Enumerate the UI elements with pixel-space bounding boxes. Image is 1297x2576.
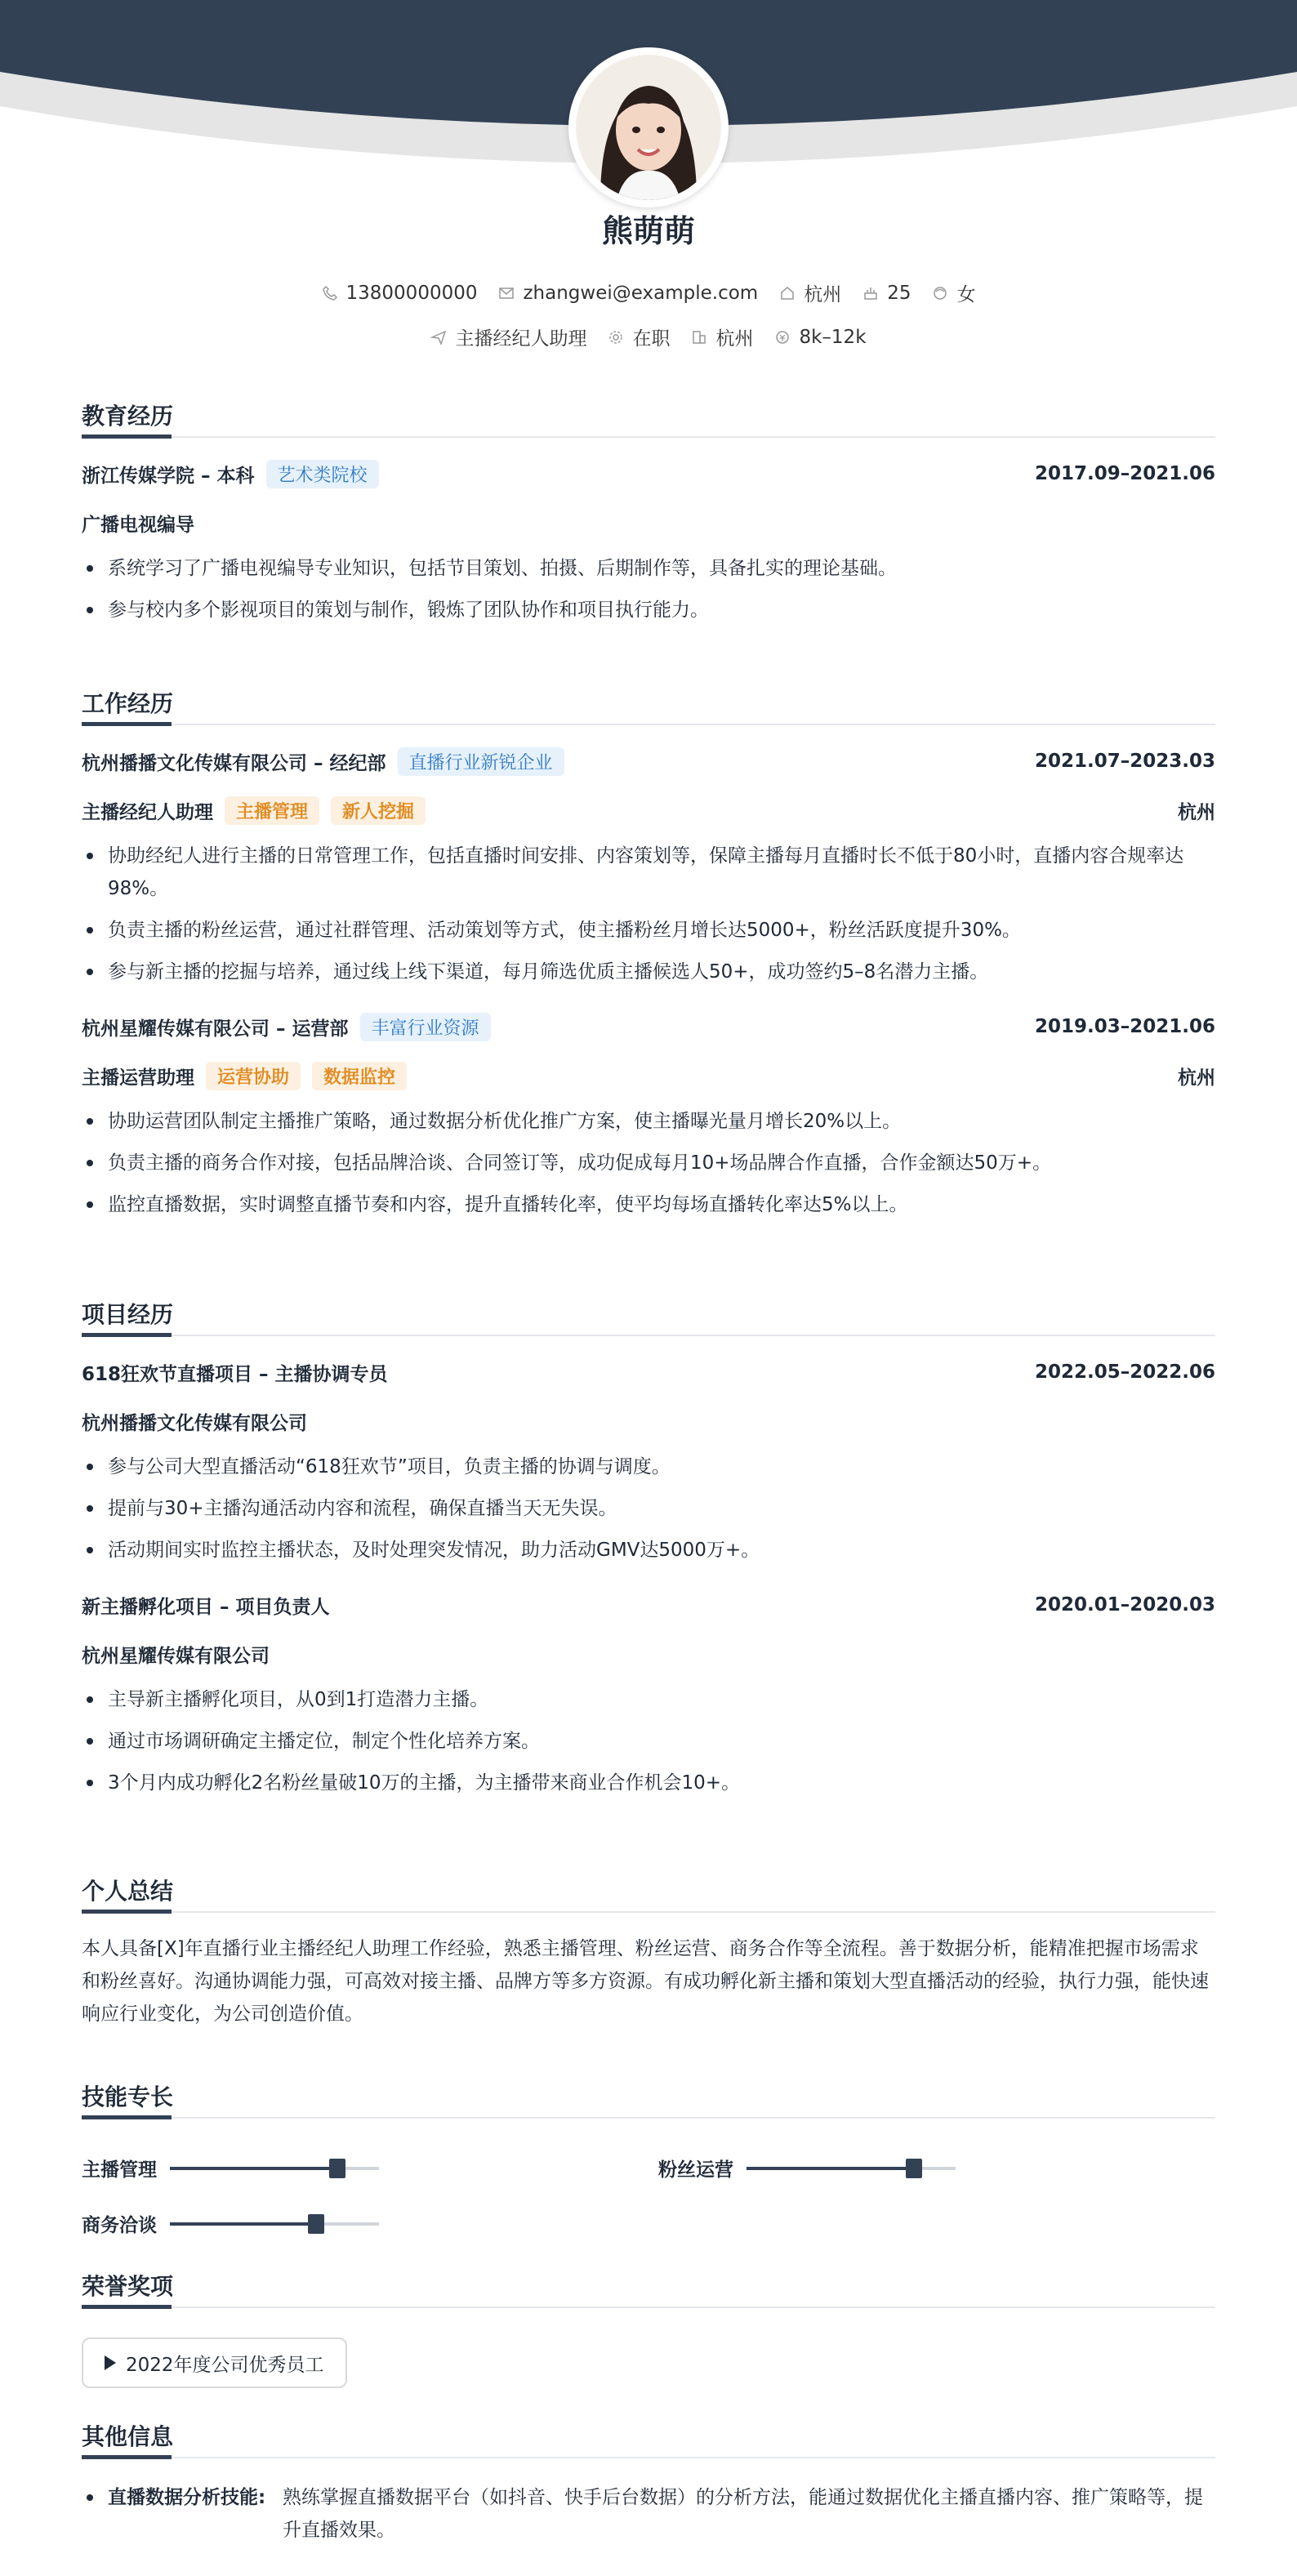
skill-bar — [170, 2222, 379, 2226]
major-line — [82, 498, 1215, 547]
skill-name: 主播管理 — [82, 2159, 157, 2181]
phone-info — [322, 283, 478, 304]
education-header — [82, 449, 1215, 498]
target-city-info — [691, 323, 753, 350]
projects-section — [82, 1300, 1215, 1808]
job-target-info — [430, 323, 586, 350]
status-text: 在职 — [632, 328, 671, 350]
project-company: 杭州星耀传媒有限公司 — [82, 1645, 270, 1667]
cake-icon — [862, 285, 879, 301]
section-title: 教育经历 — [82, 402, 1215, 438]
salary-text: 8k–12k — [799, 326, 867, 348]
project-header — [82, 1348, 1215, 1397]
role-tag: 运营协助 — [206, 1062, 301, 1090]
avatar-photo — [576, 55, 721, 200]
company-tag: 丰富行业资源 — [360, 1013, 491, 1041]
phone-text: 13800000000 — [345, 282, 478, 304]
list-item: 协助运营团队制定主播推广策略，通过数据分析优化推广方案，使主播曝光量月增长20%以上。 — [82, 1105, 1215, 1138]
section-title: 其他信息 — [82, 2422, 1215, 2458]
role-line — [82, 1051, 1215, 1100]
age-text: 25 — [887, 282, 911, 304]
list-item: 提前与30+主播沟通活动内容和流程，确保直播当天无失误。 — [82, 1492, 1215, 1525]
list-item: 协助经纪人进行主播的日常管理工作，包括直播时间安排、内容策划等，保障主播每月直播时长不低于80小时，直播内容合规率达98%。 — [82, 840, 1215, 905]
target-city-text: 杭州 — [715, 328, 754, 350]
salary-info — [774, 327, 866, 348]
age-info — [862, 283, 911, 304]
company-tag: 直播行业新锐企业 — [398, 747, 564, 776]
triangle-icon — [105, 2355, 116, 2370]
profile-name: 熊萌萌 — [601, 213, 695, 249]
list-item: 监控直播数据，实时调整直播节奏和内容，提升直播转化率，使平均每场直播转化率达5%以上。 — [82, 1188, 1215, 1221]
list-item: 负责主播的商务合作对接，包括品牌洽谈、合同签订等，成功促成每月10+场品牌合作直播，合作金额达50万+。 — [82, 1147, 1215, 1179]
award-text: 2022年度公司优秀员工 — [126, 2354, 324, 2376]
summary-section — [82, 1877, 1215, 2030]
company-name: 杭州播播文化传媒有限公司 – 经纪部 — [82, 752, 386, 774]
building-icon — [691, 329, 707, 345]
work-header — [82, 737, 1215, 786]
major-name: 广播电视编导 — [82, 514, 194, 536]
education-date: 2017.09–2021.06 — [1034, 463, 1215, 484]
gender-info — [932, 279, 975, 306]
other-item — [82, 2481, 1215, 2547]
work-header — [82, 1002, 1215, 1051]
city-text: 杭州 — [804, 284, 842, 305]
project-bullets — [82, 1683, 1215, 1799]
avatar — [568, 47, 729, 207]
role-tag: 数据监控 — [312, 1062, 407, 1090]
list-item: 参与新主播的挖掘与培养，通过线上线下渠道，每月筛选优质主播候选人50+，成功签约5–8名潜力主播。 — [82, 956, 1215, 988]
contact-info-row — [0, 279, 1297, 306]
list-item: 3个月内成功孵化2名粉丝量破10万的主播，为主播带来商业合作机会10+。 — [82, 1767, 1215, 1799]
education-bullets — [82, 552, 1215, 626]
section-title: 个人总结 — [82, 1877, 1215, 1913]
list-item: 负责主播的粉丝运营，通过社群管理、活动策划等方式，使主播粉丝月增长达5000+，粉丝活跃度提升30%。 — [82, 914, 1215, 947]
job-target-text: 主播经纪人助理 — [455, 328, 587, 350]
mail-icon — [498, 285, 515, 301]
skill-bar — [170, 2167, 379, 2170]
skill-item — [658, 2155, 956, 2182]
skill-name: 商务洽谈 — [82, 2215, 157, 2236]
school-tag: 艺术类院校 — [266, 460, 379, 488]
role-name: 主播运营助理 — [82, 1067, 194, 1089]
work-bullets — [82, 1105, 1215, 1221]
other-value: 熟练掌握直播数据平台（如抖音、快手后台数据）的分析方法，能通过数据优化主播直播内容、推广策略等，提升直播效果。 — [283, 2487, 1203, 2541]
section-title: 技能专长 — [82, 2083, 1215, 2119]
project-company-line — [82, 1397, 1215, 1446]
school-name: 浙江传媒学院 – 本科 — [82, 465, 255, 487]
skills-section — [82, 2083, 1215, 2246]
list-item: 参与公司大型直播活动“618狂欢节”项目，负责主播的协调与调度。 — [82, 1451, 1215, 1483]
skill-bar — [747, 2167, 956, 2170]
role-tag: 主播管理 — [225, 796, 319, 825]
education-section — [82, 402, 1215, 635]
gear-icon — [608, 329, 624, 345]
gender-text: 女 — [956, 284, 976, 305]
section-title: 项目经历 — [82, 1300, 1215, 1336]
company-name: 杭州星耀传媒有限公司 – 运营部 — [82, 1018, 349, 1040]
role-line — [82, 786, 1215, 835]
other-key: 直播数据分析技能: — [108, 2487, 266, 2508]
money-icon — [774, 329, 791, 345]
summary-text: 本人具备[X]年直播行业主播经纪人助理工作经验，熟悉主播管理、粉丝运营、商务合作等全流程。善于数据分析，能精准把握市场需求和粉丝喜好。沟通协调能力强，可高效对接主播、品牌方等多方资源。有成功孵化新主播和策划大型直播活动的经验，执行力强，能快速响应行业变化，为公司创造价值。 — [82, 1938, 1209, 2025]
list-item: 系统学习了广播电视编导专业知识，包括节目策划、拍摄、后期制作等，具备扎实的理论基础。 — [82, 552, 1215, 585]
project-date: 2022.05–2022.06 — [1034, 1362, 1215, 1383]
skill-fill — [747, 2167, 914, 2170]
job-info-row — [0, 323, 1297, 350]
list-item: 活动期间实时监控主播状态，及时处理突发情况，助力活动GMV达5000万+。 — [82, 1534, 1215, 1567]
gender-icon — [932, 285, 948, 301]
work-city: 杭州 — [1178, 801, 1215, 823]
work-bullets — [82, 840, 1215, 988]
project-date: 2020.01–2020.03 — [1034, 1594, 1215, 1616]
send-icon — [430, 329, 447, 345]
email-info — [498, 283, 758, 304]
award-badge — [82, 2338, 347, 2388]
project-company-line — [82, 1629, 1215, 1678]
project-name: 618狂欢节直播项目 – 主播协调专员 — [82, 1363, 388, 1385]
work-date: 2021.07–2023.03 — [1034, 751, 1215, 772]
home-icon — [779, 285, 796, 301]
section-title: 荣誉奖项 — [82, 2272, 1215, 2308]
list-item: 参与校内多个影视项目的策划与制作，锻炼了团队协作和项目执行能力。 — [82, 594, 1215, 626]
phone-icon — [322, 285, 338, 301]
work-section — [82, 689, 1215, 1230]
skill-knob — [329, 2159, 345, 2178]
work-date: 2019.03–2021.06 — [1034, 1016, 1215, 1037]
project-header — [82, 1580, 1215, 1629]
skill-fill — [170, 2222, 316, 2226]
status-info — [608, 323, 670, 350]
skill-name: 粉丝运营 — [658, 2159, 733, 2181]
role-name: 主播经纪人助理 — [82, 801, 213, 823]
other-section — [82, 2422, 1215, 2547]
project-name: 新主播孵化项目 – 项目负责人 — [82, 1596, 330, 1618]
list-item: 主导新主播孵化项目，从0到1打造潜力主播。 — [82, 1683, 1215, 1716]
project-company: 杭州播播文化传媒有限公司 — [82, 1412, 307, 1434]
project-bullets — [82, 1451, 1215, 1567]
role-tag: 新人挖掘 — [331, 796, 426, 825]
email-text: zhangwei@example.com — [523, 282, 759, 304]
skill-knob — [906, 2159, 922, 2178]
skill-item — [82, 2155, 379, 2182]
work-city: 杭州 — [1178, 1067, 1215, 1089]
list-item: 通过市场调研确定主播定位，制定个性化培养方案。 — [82, 1725, 1215, 1758]
skill-fill — [170, 2167, 337, 2170]
awards-section — [82, 2272, 1215, 2388]
skill-item — [82, 2210, 379, 2237]
skill-knob — [308, 2214, 324, 2234]
city-info — [779, 279, 841, 306]
section-title: 工作经历 — [82, 689, 1215, 725]
